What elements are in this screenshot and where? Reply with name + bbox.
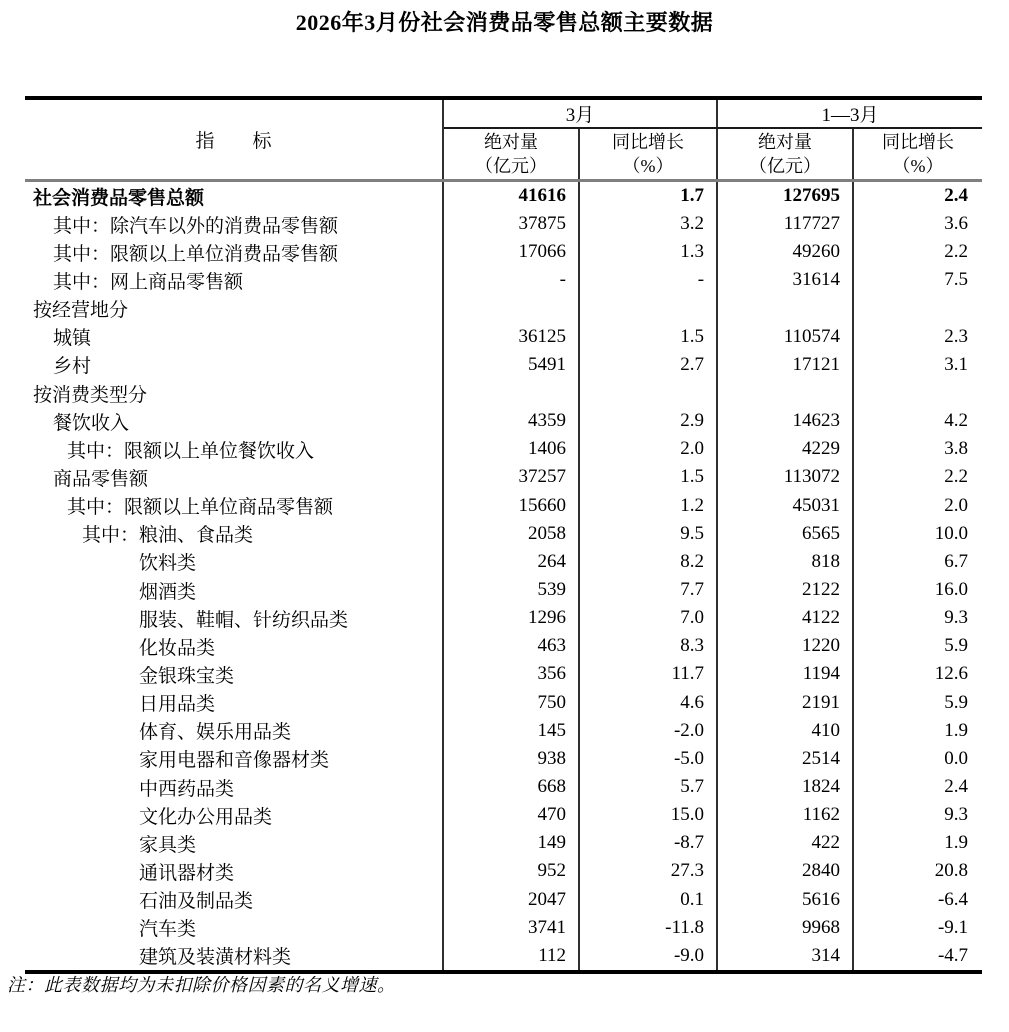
march-yoy-value: 8.3	[579, 632, 717, 660]
cum-absolute-value: 4122	[717, 604, 853, 632]
march-yoy-value: 9.5	[579, 520, 717, 548]
cum-absolute-value: 2514	[717, 745, 853, 773]
row-indicator-label: 乡村	[25, 351, 443, 379]
march-yoy-value: -2.0	[579, 717, 717, 745]
row-indicator-label: 文化办公用品类	[25, 801, 443, 829]
cum-absolute-value: 45031	[717, 492, 853, 520]
table-row	[25, 886, 982, 914]
march-absolute-value: 41616	[443, 181, 579, 211]
march-yoy-value: 3.2	[579, 210, 717, 238]
table-row	[25, 576, 982, 604]
cum-yoy-value: 20.8	[934, 860, 969, 882]
march-yoy-value: -11.8	[579, 914, 717, 942]
march-yoy-value: 2.9	[579, 407, 717, 435]
march-absolute-value: 356	[443, 660, 579, 688]
cum-yoy-value: 10.0	[934, 522, 969, 544]
cum-absolute-value: 1162	[717, 801, 853, 829]
cum-absolute-value	[717, 295, 853, 323]
row-indicator-label: 金银珠宝类	[25, 660, 443, 688]
table-row	[25, 604, 982, 632]
retail-sales-table	[25, 96, 982, 974]
row-indicator-label: 烟酒类	[25, 576, 443, 604]
retail-sales-table-container	[25, 96, 982, 974]
march-yoy-value	[579, 379, 717, 407]
cum-yoy-value: 12.6	[934, 663, 969, 685]
yoy-label: 同比增长	[612, 131, 684, 152]
column-header-indicator: 指 标	[25, 98, 443, 181]
cum-yoy-value: -4.7	[937, 944, 969, 966]
table-row	[25, 801, 982, 829]
table-row	[25, 351, 982, 379]
row-indicator-label: 饮料类	[25, 548, 443, 576]
cum-yoy-value: 2.4	[944, 776, 969, 798]
cum-absolute-value: 314	[717, 942, 853, 972]
cum-absolute-value: 818	[717, 548, 853, 576]
cum-yoy-value: 9.3	[944, 607, 969, 629]
cum-absolute-value: 117727	[717, 210, 853, 238]
footnote: 注：此表数据均为未扣除价格因素的名义增速。	[7, 975, 396, 995]
cum-yoy-value: 5.9	[944, 691, 969, 713]
march-absolute-value: 264	[443, 548, 579, 576]
row-indicator-label: 商品零售额	[25, 463, 443, 491]
march-yoy-value: 8.2	[579, 548, 717, 576]
march-absolute-value: 668	[443, 773, 579, 801]
table-row	[25, 238, 982, 266]
table-row	[25, 407, 982, 435]
march-absolute-value: 37257	[443, 463, 579, 491]
march-absolute-value: 2058	[443, 520, 579, 548]
column-header-march-absolute	[443, 128, 579, 181]
column-header-cum-yoy	[853, 128, 982, 181]
table-row	[25, 463, 982, 491]
table-row	[25, 210, 982, 238]
cum-yoy-value: 1.9	[944, 719, 969, 741]
header-group-row	[25, 98, 982, 128]
march-yoy-value: 1.3	[579, 238, 717, 266]
absolute-unit: （亿元）	[749, 156, 822, 176]
table-row	[25, 942, 982, 972]
cum-yoy-value	[853, 379, 982, 407]
march-yoy-value: 4.6	[579, 689, 717, 717]
table-row	[25, 323, 982, 351]
cum-absolute-value: 14623	[717, 407, 853, 435]
cum-absolute-value: 113072	[717, 463, 853, 491]
march-absolute-value: 17066	[443, 238, 579, 266]
column-header-cum-absolute	[717, 128, 853, 181]
march-yoy-value: 2.0	[579, 435, 717, 463]
cum-absolute-value: 410	[717, 717, 853, 745]
march-yoy-value: 5.7	[579, 773, 717, 801]
table-row	[25, 435, 982, 463]
row-indicator-label: 其中：限额以上单位消费品零售额	[25, 238, 443, 266]
cum-yoy-value: 3.1	[944, 353, 969, 375]
cum-yoy-value: 2.0	[944, 494, 969, 516]
march-yoy-value: 7.0	[579, 604, 717, 632]
table-row	[25, 266, 982, 294]
column-header-march-yoy	[579, 128, 717, 181]
row-indicator-label: 通讯器材类	[25, 857, 443, 885]
cum-yoy-value: 9.3	[944, 804, 969, 826]
table-row	[25, 492, 982, 520]
row-indicator-label: 化妆品类	[25, 632, 443, 660]
march-yoy-value	[579, 295, 717, 323]
table-body	[25, 181, 982, 972]
cum-absolute-value: 110574	[717, 323, 853, 351]
yoy-unit: （%）	[622, 156, 674, 176]
march-yoy-value: 2.7	[579, 351, 717, 379]
march-yoy-value: 15.0	[579, 801, 717, 829]
table-row	[25, 914, 982, 942]
table-row	[25, 773, 982, 801]
table-row	[25, 829, 982, 857]
row-indicator-label: 其中：网上商品零售额	[25, 266, 443, 294]
cum-absolute-value: 422	[717, 829, 853, 857]
absolute-label: 绝对量	[758, 131, 813, 152]
row-indicator-label: 石油及制品类	[25, 886, 443, 914]
march-absolute-value: 1406	[443, 435, 579, 463]
march-absolute-value: 4359	[443, 407, 579, 435]
cum-yoy-value: 3.8	[944, 438, 969, 460]
column-group-march: 3月	[443, 98, 717, 128]
row-indicator-label: 社会消费品零售总额	[25, 181, 443, 211]
march-absolute-value: 37875	[443, 210, 579, 238]
march-yoy-value: 7.7	[579, 576, 717, 604]
cum-yoy-value: 3.6	[944, 213, 969, 235]
march-absolute-value: 36125	[443, 323, 579, 351]
march-yoy-value: 0.1	[579, 886, 717, 914]
table-row	[25, 689, 982, 717]
row-indicator-label: 建筑及装潢材料类	[25, 942, 443, 972]
march-absolute-value: 3741	[443, 914, 579, 942]
cum-yoy-value: 4.2	[944, 410, 969, 432]
cum-absolute-value: 6565	[717, 520, 853, 548]
march-absolute-value: 938	[443, 745, 579, 773]
row-indicator-label: 家用电器和音像器材类	[25, 745, 443, 773]
row-indicator-label: 中西药品类	[25, 773, 443, 801]
march-yoy-value: 11.7	[579, 660, 717, 688]
column-group-jan-to-march: 1—3月	[717, 98, 982, 128]
march-yoy-value: -5.0	[579, 745, 717, 773]
cum-absolute-value: 1824	[717, 773, 853, 801]
cum-absolute-value	[717, 379, 853, 407]
cum-absolute-value: 9968	[717, 914, 853, 942]
table-row	[25, 632, 982, 660]
cum-absolute-value: 1220	[717, 632, 853, 660]
table-row	[25, 717, 982, 745]
table-row	[25, 660, 982, 688]
march-absolute-value: 1296	[443, 604, 579, 632]
row-indicator-label: 家具类	[25, 829, 443, 857]
march-absolute-value: 112	[443, 942, 579, 972]
table-row	[25, 379, 982, 407]
cum-yoy-value: 0.0	[944, 747, 969, 769]
cum-absolute-value: 127695	[717, 181, 853, 211]
table-row	[25, 548, 982, 576]
march-absolute-value: 149	[443, 829, 579, 857]
cum-yoy-value: -6.4	[937, 888, 969, 910]
row-indicator-label: 其中：限额以上单位餐饮收入	[25, 435, 443, 463]
cum-yoy-value: 2.3	[944, 325, 969, 347]
cum-absolute-value: 4229	[717, 435, 853, 463]
march-yoy-value: 1.7	[579, 181, 717, 211]
cum-absolute-value: 49260	[717, 238, 853, 266]
cum-yoy-value: 16.0	[934, 579, 969, 601]
cum-yoy-value: 2.4	[944, 185, 969, 207]
march-absolute-value: 750	[443, 689, 579, 717]
row-indicator-label: 餐饮收入	[25, 407, 443, 435]
march-yoy-value: 1.5	[579, 463, 717, 491]
cum-yoy-value: 6.7	[944, 550, 969, 572]
yoy-unit: （%）	[892, 156, 944, 176]
march-absolute-value: 15660	[443, 492, 579, 520]
cum-yoy-value: 2.2	[944, 466, 969, 488]
cum-yoy-value: -9.1	[937, 916, 969, 938]
row-indicator-label: 服装、鞋帽、针纺织品类	[25, 604, 443, 632]
march-yoy-value: -9.0	[579, 942, 717, 972]
cum-absolute-value: 2122	[717, 576, 853, 604]
cum-absolute-value: 2191	[717, 689, 853, 717]
march-absolute-value: 2047	[443, 886, 579, 914]
cum-absolute-value: 17121	[717, 351, 853, 379]
row-indicator-label: 按经营地分	[25, 295, 443, 323]
row-indicator-label: 日用品类	[25, 689, 443, 717]
march-absolute-value	[443, 379, 579, 407]
march-absolute-value: -	[443, 266, 579, 294]
march-absolute-value: 539	[443, 576, 579, 604]
cum-yoy-value: 2.2	[944, 241, 969, 263]
cum-absolute-value: 5616	[717, 886, 853, 914]
page-title: 2026年3月份社会消费品零售总额主要数据	[295, 10, 714, 35]
march-absolute-value: 5491	[443, 351, 579, 379]
march-yoy-value: 1.5	[579, 323, 717, 351]
march-absolute-value: 145	[443, 717, 579, 745]
cum-absolute-value: 1194	[717, 660, 853, 688]
row-indicator-label: 其中：除汽车以外的消费品零售额	[25, 210, 443, 238]
cum-yoy-value	[853, 295, 982, 323]
march-absolute-value	[443, 295, 579, 323]
row-indicator-label: 体育、娱乐用品类	[25, 717, 443, 745]
cum-yoy-value: 5.9	[944, 635, 969, 657]
yoy-label: 同比增长	[882, 131, 955, 152]
absolute-unit: （亿元）	[475, 156, 547, 176]
march-absolute-value: 470	[443, 801, 579, 829]
march-yoy-value: -	[579, 266, 717, 294]
table-row	[25, 295, 982, 323]
march-yoy-value: -8.7	[579, 829, 717, 857]
row-indicator-label: 其中：限额以上单位商品零售额	[25, 492, 443, 520]
march-yoy-value: 27.3	[579, 857, 717, 885]
row-indicator-label: 城镇	[25, 323, 443, 351]
row-indicator-label: 按消费类型分	[25, 379, 443, 407]
table-row	[25, 745, 982, 773]
absolute-label: 绝对量	[484, 131, 538, 152]
row-indicator-label: 汽车类	[25, 914, 443, 942]
table-row	[25, 520, 982, 548]
cum-absolute-value: 2840	[717, 857, 853, 885]
table-row	[25, 857, 982, 885]
cum-yoy-value: 1.9	[944, 832, 969, 854]
march-yoy-value: 1.2	[579, 492, 717, 520]
table-row	[25, 181, 982, 211]
cum-absolute-value: 31614	[717, 266, 853, 294]
march-absolute-value: 463	[443, 632, 579, 660]
march-absolute-value: 952	[443, 857, 579, 885]
row-indicator-label: 其中：粮油、食品类	[25, 520, 443, 548]
cum-yoy-value: 7.5	[944, 269, 969, 291]
